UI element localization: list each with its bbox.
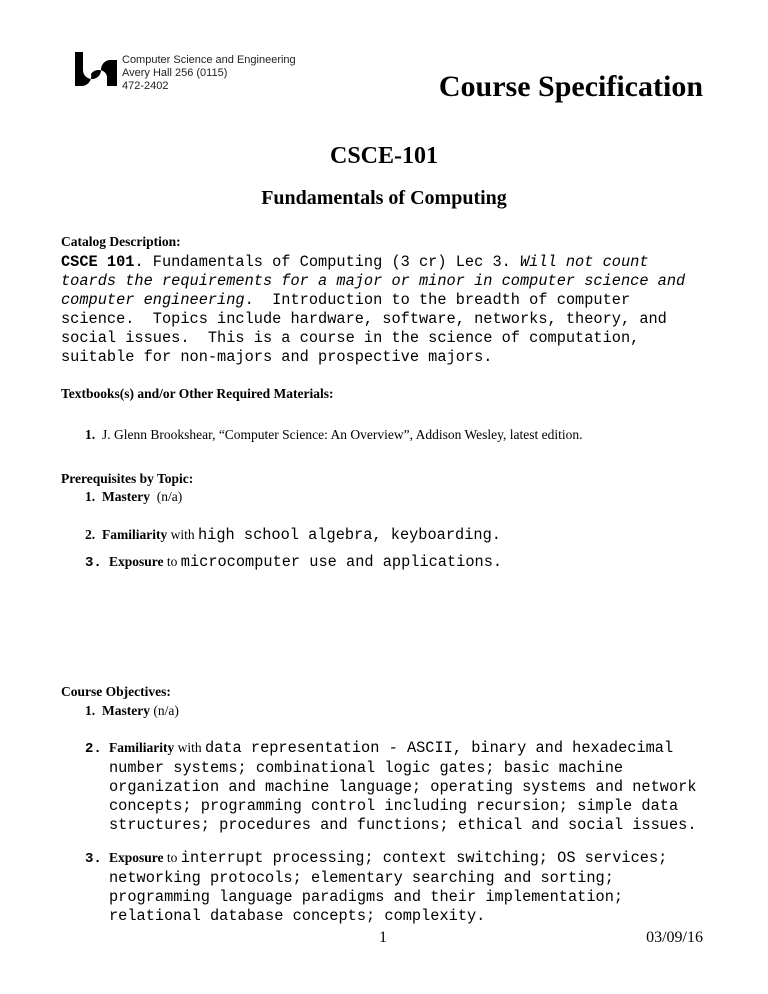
course-name: Fundamentals of Computing bbox=[261, 187, 507, 209]
text: computer engineering bbox=[61, 291, 245, 309]
item-text: relational database concepts; complexity. bbox=[109, 907, 486, 925]
objective-item: 3. Exposure to interrupt processing; context switching; OS services; networking protocols; elementary searching and sorting; programming language paradigms and their implementation; relational database concepts; complexity. bbox=[85, 849, 668, 925]
department-phone: 472-2402 bbox=[122, 80, 169, 92]
prereq-item bbox=[85, 489, 182, 505]
textbook-item bbox=[85, 427, 583, 443]
item-label: Exposure bbox=[109, 554, 164, 569]
item-text: organization and machine language; operating systems and network bbox=[109, 778, 697, 796]
page-number: 1 bbox=[379, 929, 387, 946]
item-text: J. Glenn Brookshear, “Computer Science: An Overview”, Addison Wesley, latest edition. bbox=[102, 427, 583, 442]
item-number: 3. bbox=[85, 851, 102, 867]
department-info bbox=[122, 54, 296, 93]
objective-item: 2. Familiarity with data representation - ASCII, binary and hexadecimal number systems; combinational logic gates; basic machine organization and machine language; operating systems and network concepts; programming control including recursion; simple data structures; procedures and functions; ethical and social issues. bbox=[85, 739, 697, 834]
text: social issues. This is a course in the science of computation, bbox=[61, 329, 640, 347]
course-code: CSCE-101 bbox=[329, 143, 438, 169]
item-text: (n/a) bbox=[156, 489, 183, 504]
objectives-heading: Course Objectives: bbox=[61, 684, 171, 699]
item-text: networking protocols; elementary searching and sorting; bbox=[109, 869, 614, 887]
department-address: Avery Hall 256 (0115) bbox=[122, 67, 228, 79]
item-label: Mastery bbox=[102, 489, 150, 504]
document-title: Course Specification bbox=[438, 70, 703, 103]
item-label: Familiarity bbox=[109, 740, 175, 755]
prereq-item: 2. Familiarity with high school algebra, keyboarding. bbox=[85, 526, 501, 544]
catalog-code: CSCE 101 bbox=[61, 253, 135, 271]
text: toards the requirements for a major or minor in computer science and bbox=[61, 272, 686, 290]
item-text: (n/a) bbox=[153, 703, 179, 718]
textbooks-heading: Textbooks(s) and/or Other Required Materials: bbox=[61, 386, 334, 401]
item-label: Exposure bbox=[109, 850, 164, 865]
item-number: 2. bbox=[85, 741, 102, 757]
footer-date: 03/09/16 bbox=[646, 929, 703, 946]
item-number: 1. bbox=[85, 703, 96, 718]
item-text: number systems; combinational logic gates; basic machine bbox=[109, 759, 624, 777]
item-text: programming language paradigms and their implementation; bbox=[109, 888, 624, 906]
item-text: interrupt processing; context switching; OS services; bbox=[180, 849, 668, 867]
text: . Fundamentals of Computing (3 cr) Lec 3. bbox=[134, 253, 520, 271]
item-text: structures; procedures and functions; ethical and social issues. bbox=[109, 816, 697, 834]
text: Will not count bbox=[519, 253, 649, 271]
item-text: concepts; programming control including recursion; simple data bbox=[109, 797, 679, 815]
item-text: data representation - ASCII, binary and hexadecimal bbox=[205, 739, 674, 757]
item-number: 2. bbox=[85, 527, 96, 542]
text: suitable for non-majors and prospective majors. bbox=[61, 348, 493, 366]
catalog-description bbox=[61, 253, 685, 367]
item-number: 1. bbox=[85, 489, 96, 504]
prereq-item: 3. Exposure to microcomputer use and applications. bbox=[85, 553, 503, 571]
item-label: Familiarity bbox=[102, 527, 168, 542]
item-text: microcomputer use and applications. bbox=[180, 553, 503, 571]
catalog-heading: Catalog Description: bbox=[61, 234, 181, 249]
text: . Introduction to the breadth of computer bbox=[244, 291, 631, 309]
department-name: Computer Science and Engineering bbox=[122, 54, 296, 66]
prereqs-heading: Prerequisites by Topic: bbox=[61, 471, 194, 486]
item-label: Mastery bbox=[102, 703, 150, 718]
university-logo bbox=[75, 52, 117, 86]
item-number: 3. bbox=[85, 555, 102, 571]
item-number: 1. bbox=[85, 427, 96, 442]
objective-item bbox=[85, 703, 179, 719]
text: science. Topics include hardware, software, networks, theory, and bbox=[61, 310, 667, 328]
item-text: high school algebra, keyboarding. bbox=[198, 526, 501, 544]
